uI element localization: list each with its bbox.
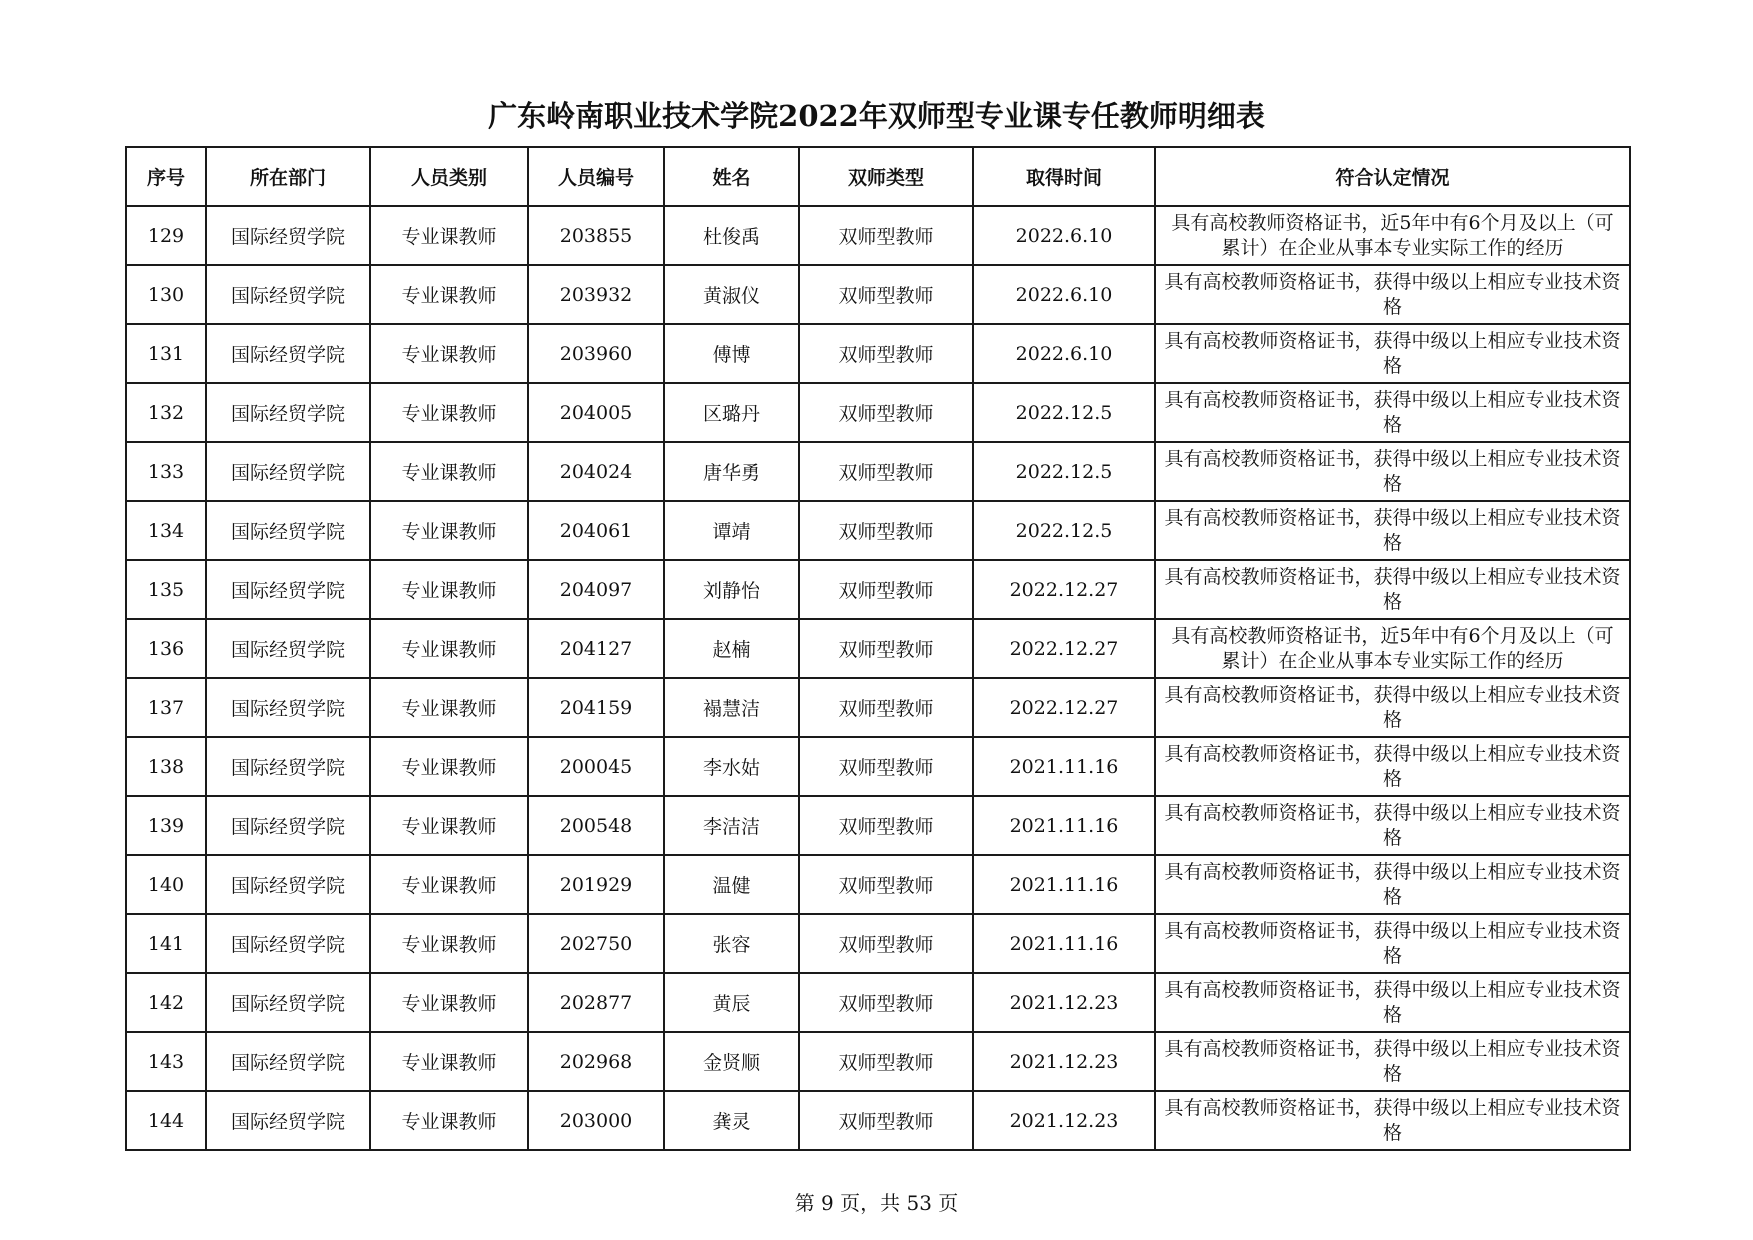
cell-dept: 国际经贸学院 xyxy=(206,206,370,265)
cell-name: 赵楠 xyxy=(664,619,799,678)
cell-basis: 具有高校教师资格证书，近5年中有6个月及以上（可累计）在企业从事本专业实际工作的经历 xyxy=(1155,206,1630,265)
cell-date: 2021.11.16 xyxy=(973,737,1155,796)
cell-dept: 国际经贸学院 xyxy=(206,383,370,442)
page-number: 第 9 页，共 53 页 xyxy=(794,1191,959,1215)
cell-dept: 国际经贸学院 xyxy=(206,678,370,737)
cell-date: 2021.12.23 xyxy=(973,973,1155,1032)
teacher-table xyxy=(125,146,1631,1151)
table-body xyxy=(126,206,1630,1150)
cell-dept: 国际经贸学院 xyxy=(206,1032,370,1091)
cell-date: 2022.12.5 xyxy=(973,501,1155,560)
cell-id: 204061 xyxy=(528,501,664,560)
cell-category: 专业课教师 xyxy=(370,678,528,737)
cell-dept: 国际经贸学院 xyxy=(206,1091,370,1150)
cell-date: 2022.6.10 xyxy=(973,206,1155,265)
cell-name: 黄淑仪 xyxy=(664,265,799,324)
cell-basis: 具有高校教师资格证书，获得中级以上相应专业技术资格 xyxy=(1155,1032,1630,1091)
table-row xyxy=(126,501,1630,560)
cell-type: 双师型教师 xyxy=(799,265,973,324)
cell-id: 204127 xyxy=(528,619,664,678)
cell-category: 专业课教师 xyxy=(370,324,528,383)
table-row xyxy=(126,442,1630,501)
cell-no: 134 xyxy=(126,501,206,560)
cell-category: 专业课教师 xyxy=(370,914,528,973)
table-row xyxy=(126,619,1630,678)
cell-id: 204024 xyxy=(528,442,664,501)
cell-category: 专业课教师 xyxy=(370,265,528,324)
cell-category: 专业课教师 xyxy=(370,1091,528,1150)
cell-no: 142 xyxy=(126,973,206,1032)
cell-basis: 具有高校教师资格证书，获得中级以上相应专业技术资格 xyxy=(1155,973,1630,1032)
cell-basis: 具有高校教师资格证书，获得中级以上相应专业技术资格 xyxy=(1155,737,1630,796)
cell-id: 200045 xyxy=(528,737,664,796)
cell-no: 129 xyxy=(126,206,206,265)
cell-type: 双师型教师 xyxy=(799,914,973,973)
cell-name: 温健 xyxy=(664,855,799,914)
cell-type: 双师型教师 xyxy=(799,501,973,560)
cell-type: 双师型教师 xyxy=(799,678,973,737)
cell-basis: 具有高校教师资格证书，获得中级以上相应专业技术资格 xyxy=(1155,914,1630,973)
cell-dept: 国际经贸学院 xyxy=(206,796,370,855)
column-header-name: 姓名 xyxy=(664,147,799,206)
cell-no: 130 xyxy=(126,265,206,324)
cell-dept: 国际经贸学院 xyxy=(206,855,370,914)
table-row xyxy=(126,206,1630,265)
cell-type: 双师型教师 xyxy=(799,324,973,383)
table-row xyxy=(126,737,1630,796)
cell-name: 傅博 xyxy=(664,324,799,383)
table-row xyxy=(126,265,1630,324)
table-row xyxy=(126,796,1630,855)
cell-type: 双师型教师 xyxy=(799,206,973,265)
cell-dept: 国际经贸学院 xyxy=(206,914,370,973)
cell-name: 褟慧洁 xyxy=(664,678,799,737)
cell-id: 202877 xyxy=(528,973,664,1032)
cell-basis: 具有高校教师资格证书，获得中级以上相应专业技术资格 xyxy=(1155,1091,1630,1150)
column-header-category: 人员类别 xyxy=(370,147,528,206)
cell-id: 203960 xyxy=(528,324,664,383)
cell-date: 2022.12.27 xyxy=(973,560,1155,619)
table-row xyxy=(126,1091,1630,1150)
cell-date: 2021.11.16 xyxy=(973,796,1155,855)
cell-id: 202968 xyxy=(528,1032,664,1091)
cell-category: 专业课教师 xyxy=(370,206,528,265)
cell-no: 139 xyxy=(126,796,206,855)
cell-basis: 具有高校教师资格证书，获得中级以上相应专业技术资格 xyxy=(1155,678,1630,737)
cell-name: 刘静怡 xyxy=(664,560,799,619)
cell-category: 专业课教师 xyxy=(370,619,528,678)
table-header-row xyxy=(126,147,1630,206)
cell-category: 专业课教师 xyxy=(370,560,528,619)
cell-basis: 具有高校教师资格证书，获得中级以上相应专业技术资格 xyxy=(1155,560,1630,619)
cell-basis: 具有高校教师资格证书，获得中级以上相应专业技术资格 xyxy=(1155,501,1630,560)
column-header-id: 人员编号 xyxy=(528,147,664,206)
column-header-type: 双师类型 xyxy=(799,147,973,206)
column-header-basis: 符合认定情况 xyxy=(1155,147,1630,206)
cell-dept: 国际经贸学院 xyxy=(206,560,370,619)
cell-no: 131 xyxy=(126,324,206,383)
cell-category: 专业课教师 xyxy=(370,737,528,796)
cell-type: 双师型教师 xyxy=(799,796,973,855)
cell-type: 双师型教师 xyxy=(799,619,973,678)
cell-name: 黄辰 xyxy=(664,973,799,1032)
cell-dept: 国际经贸学院 xyxy=(206,973,370,1032)
cell-no: 132 xyxy=(126,383,206,442)
cell-dept: 国际经贸学院 xyxy=(206,265,370,324)
table-row xyxy=(126,973,1630,1032)
table-row xyxy=(126,383,1630,442)
cell-basis: 具有高校教师资格证书，获得中级以上相应专业技术资格 xyxy=(1155,383,1630,442)
cell-type: 双师型教师 xyxy=(799,973,973,1032)
cell-basis: 具有高校教师资格证书，获得中级以上相应专业技术资格 xyxy=(1155,442,1630,501)
cell-id: 204005 xyxy=(528,383,664,442)
cell-date: 2022.12.5 xyxy=(973,383,1155,442)
cell-basis: 具有高校教师资格证书，获得中级以上相应专业技术资格 xyxy=(1155,265,1630,324)
cell-name: 龚灵 xyxy=(664,1091,799,1150)
cell-no: 140 xyxy=(126,855,206,914)
table-row xyxy=(126,855,1630,914)
table-row xyxy=(126,560,1630,619)
cell-basis: 具有高校教师资格证书，近5年中有6个月及以上（可累计）在企业从事本专业实际工作的经历 xyxy=(1155,619,1630,678)
cell-no: 136 xyxy=(126,619,206,678)
cell-no: 143 xyxy=(126,1032,206,1091)
cell-date: 2022.12.27 xyxy=(973,678,1155,737)
cell-date: 2021.12.23 xyxy=(973,1091,1155,1150)
cell-category: 专业课教师 xyxy=(370,501,528,560)
table-row xyxy=(126,914,1630,973)
cell-id: 203855 xyxy=(528,206,664,265)
cell-name: 李水姑 xyxy=(664,737,799,796)
cell-id: 201929 xyxy=(528,855,664,914)
cell-id: 200548 xyxy=(528,796,664,855)
cell-no: 137 xyxy=(126,678,206,737)
cell-name: 唐华勇 xyxy=(664,442,799,501)
cell-no: 138 xyxy=(126,737,206,796)
column-header-no: 序号 xyxy=(126,147,206,206)
table-row xyxy=(126,678,1630,737)
cell-category: 专业课教师 xyxy=(370,442,528,501)
cell-category: 专业课教师 xyxy=(370,855,528,914)
cell-id: 204097 xyxy=(528,560,664,619)
cell-dept: 国际经贸学院 xyxy=(206,501,370,560)
cell-no: 133 xyxy=(126,442,206,501)
cell-date: 2022.12.5 xyxy=(973,442,1155,501)
cell-category: 专业课教师 xyxy=(370,383,528,442)
cell-dept: 国际经贸学院 xyxy=(206,619,370,678)
cell-type: 双师型教师 xyxy=(799,1091,973,1150)
cell-date: 2022.6.10 xyxy=(973,324,1155,383)
cell-dept: 国际经贸学院 xyxy=(206,324,370,383)
cell-type: 双师型教师 xyxy=(799,560,973,619)
cell-name: 张容 xyxy=(664,914,799,973)
cell-category: 专业课教师 xyxy=(370,796,528,855)
cell-id: 203932 xyxy=(528,265,664,324)
cell-category: 专业课教师 xyxy=(370,1032,528,1091)
column-header-dept: 所在部门 xyxy=(206,147,370,206)
cell-type: 双师型教师 xyxy=(799,737,973,796)
cell-date: 2021.12.23 xyxy=(973,1032,1155,1091)
cell-type: 双师型教师 xyxy=(799,383,973,442)
cell-id: 204159 xyxy=(528,678,664,737)
cell-type: 双师型教师 xyxy=(799,442,973,501)
cell-basis: 具有高校教师资格证书，获得中级以上相应专业技术资格 xyxy=(1155,324,1630,383)
cell-dept: 国际经贸学院 xyxy=(206,737,370,796)
cell-id: 203000 xyxy=(528,1091,664,1150)
cell-name: 谭靖 xyxy=(664,501,799,560)
cell-type: 双师型教师 xyxy=(799,1032,973,1091)
cell-date: 2022.6.10 xyxy=(973,265,1155,324)
column-header-date: 取得时间 xyxy=(973,147,1155,206)
cell-category: 专业课教师 xyxy=(370,973,528,1032)
table-row xyxy=(126,1032,1630,1091)
cell-basis: 具有高校教师资格证书，获得中级以上相应专业技术资格 xyxy=(1155,855,1630,914)
cell-date: 2021.11.16 xyxy=(973,855,1155,914)
cell-no: 144 xyxy=(126,1091,206,1150)
cell-no: 135 xyxy=(126,560,206,619)
cell-name: 金贤顺 xyxy=(664,1032,799,1091)
cell-name: 李洁洁 xyxy=(664,796,799,855)
cell-no: 141 xyxy=(126,914,206,973)
cell-date: 2021.11.16 xyxy=(973,914,1155,973)
cell-name: 杜俊禹 xyxy=(664,206,799,265)
cell-basis: 具有高校教师资格证书，获得中级以上相应专业技术资格 xyxy=(1155,796,1630,855)
cell-dept: 国际经贸学院 xyxy=(206,442,370,501)
cell-type: 双师型教师 xyxy=(799,855,973,914)
cell-date: 2022.12.27 xyxy=(973,619,1155,678)
cell-id: 202750 xyxy=(528,914,664,973)
table-row xyxy=(126,324,1630,383)
document-title: 广东岭南职业技术学院2022年双师型专业课专任教师明细表 xyxy=(488,99,1265,133)
cell-name: 区璐丹 xyxy=(664,383,799,442)
